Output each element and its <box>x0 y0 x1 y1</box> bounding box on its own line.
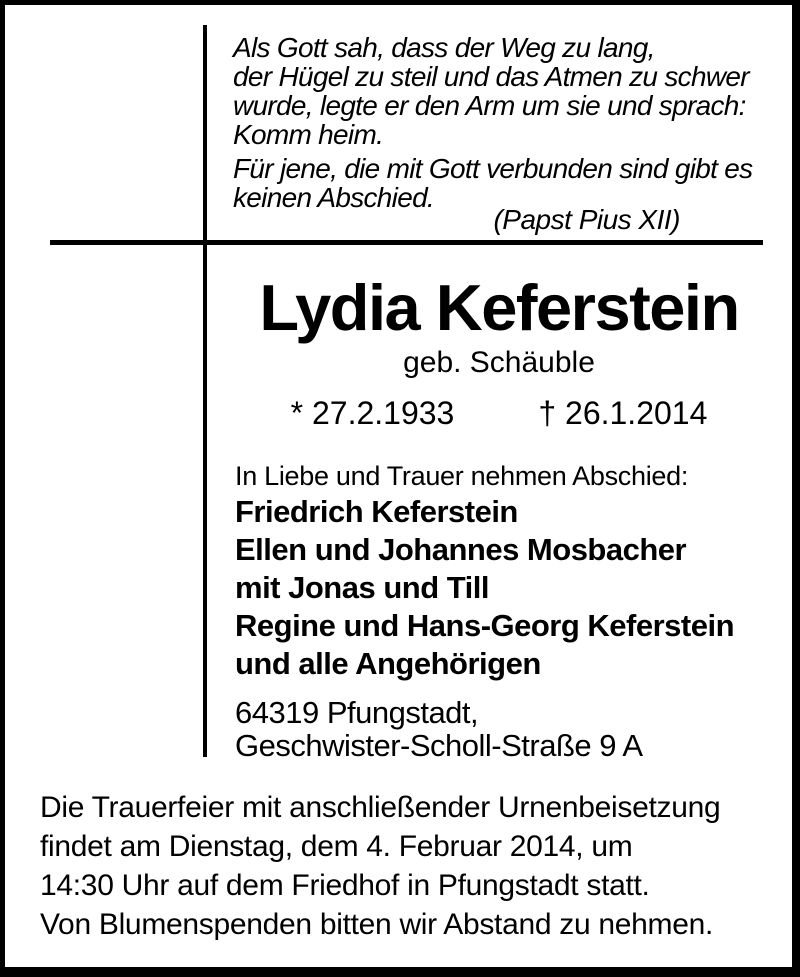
cross-horizontal-rule <box>50 240 763 245</box>
address-block <box>235 696 643 762</box>
funeral-line: Die Trauerfeier mit anschließender Urnenbeisetzung <box>40 791 721 824</box>
quote-line: wurde, legte er den Arm um sie und sprach: <box>233 90 746 121</box>
mourners-list <box>235 493 734 683</box>
death-date: † 26.1.2014 <box>538 395 708 431</box>
funeral-line: findet am Dienstag, dem 4. Februar 2014, um <box>40 830 633 863</box>
cross-vertical-rule <box>203 25 207 757</box>
address-line: 64319 Pfungstadt, <box>235 695 479 730</box>
mourner-name: mit Jonas und Till <box>235 570 489 605</box>
mourner-name: Ellen und Johannes Mosbacher <box>235 532 687 567</box>
mourner-name: und alle Angehörigen <box>235 646 541 681</box>
funeral-line: 14:30 Uhr auf dem Friedhof in Pfungstadt statt. <box>40 869 650 902</box>
quote-line: Als Gott sah, dass der Weg zu lang, <box>233 32 655 63</box>
quote-paragraph-1 <box>233 33 773 149</box>
maiden-name: geb. Schäuble <box>403 346 595 379</box>
quote-attribution: (Papst Pius XII) <box>493 204 680 235</box>
quote-line: der Hügel zu steil und das Atmen zu schwer <box>233 61 749 92</box>
quote-block <box>233 33 773 212</box>
mourner-name: Friedrich Keferstein <box>235 494 518 529</box>
mourner-name: Regine und Hans-Georg Keferstein <box>235 608 735 643</box>
quote-line: keinen Abschied. <box>233 182 435 213</box>
quote-line: Für jene, die mit Gott verbunden sind gibt es <box>233 153 753 184</box>
mourners-intro: In Liebe und Trauer nehmen Abschied: <box>235 461 689 491</box>
deceased-name: Lydia Keferstein <box>259 271 739 344</box>
flowers-note: Von Blumenspenden bitten wir Abstand zu nehmen. <box>40 908 714 941</box>
funeral-info <box>40 788 720 905</box>
life-dates <box>206 396 792 430</box>
address-line: Geschwister-Scholl-Straße 9 A <box>235 728 643 763</box>
birth-date: * 27.2.1933 <box>290 395 455 431</box>
quote-line: Komm heim. <box>233 119 384 150</box>
